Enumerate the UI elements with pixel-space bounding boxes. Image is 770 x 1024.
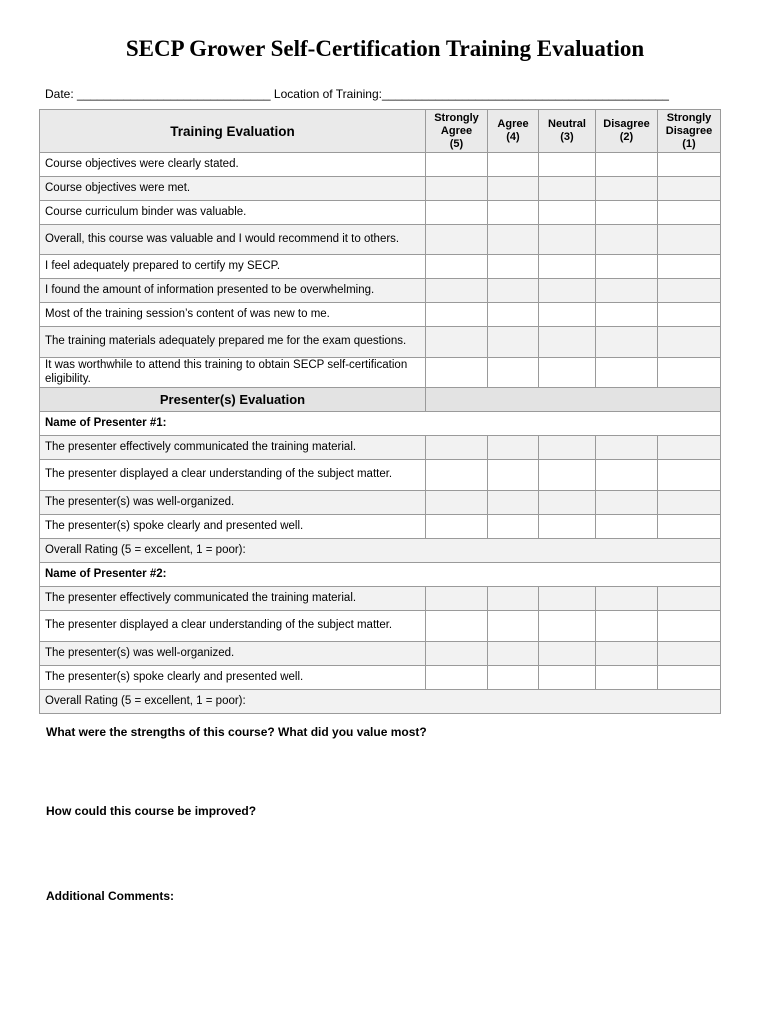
presenter1-item-3-neutral-cell[interactable]: [539, 491, 596, 515]
training-item-1-strongly-disagree-cell[interactable]: [658, 153, 721, 177]
training-item-5-disagree-cell[interactable]: [596, 255, 658, 279]
location-label: Location of Training:: [273, 87, 382, 101]
disagree-value: (2): [619, 131, 634, 143]
presenter2-item-4: [40, 666, 721, 690]
training-item-6-strongly-agree-cell[interactable]: [426, 279, 488, 303]
presenter2-item-4-agree-cell[interactable]: [488, 666, 539, 690]
disagree-label: Disagree: [603, 118, 650, 130]
presenter2-item-3-text: The presenter(s) was well-organized.: [40, 642, 426, 666]
presenter2-item-4-neutral-cell[interactable]: [539, 666, 596, 690]
presenter2-item-1-text: The presenter effectively communicated the training material.: [40, 587, 426, 611]
training-item-5: [40, 255, 721, 279]
training-item-2-strongly-agree-cell[interactable]: [426, 177, 488, 201]
table-header-row: [40, 110, 721, 153]
training-item-5-strongly-disagree-cell[interactable]: [658, 255, 721, 279]
presenter1-item-3-disagree-cell[interactable]: [596, 491, 658, 515]
presenter-section-title: Presenter(s) Evaluation: [40, 388, 426, 412]
presenter-section-header: [40, 388, 721, 412]
training-item-8-neutral-cell[interactable]: [539, 327, 596, 358]
neutral-label: Neutral: [548, 118, 586, 130]
presenter1-item-3-strongly-disagree-cell[interactable]: [658, 491, 721, 515]
strongly-agree-header: [426, 110, 488, 153]
training-item-7-neutral-cell[interactable]: [539, 303, 596, 327]
presenter2-item-1-disagree-cell[interactable]: [596, 587, 658, 611]
presenter1-name-row: [40, 412, 721, 436]
presenter1-item-2-disagree-cell[interactable]: [596, 460, 658, 491]
presenter2-item-2-strongly-agree-cell[interactable]: [426, 611, 488, 642]
presenter1-item-3-agree-cell[interactable]: [488, 491, 539, 515]
training-item-9: [40, 358, 721, 388]
presenter1-item-1-strongly-disagree-cell[interactable]: [658, 436, 721, 460]
presenter2-item-3-neutral-cell[interactable]: [539, 642, 596, 666]
neutral-header: [539, 110, 596, 153]
presenter2-overall-rating-row-text[interactable]: Overall Rating (5 = excellent, 1 = poor):: [40, 690, 721, 714]
training-item-9-text: It was worthwhile to attend this training to obtain SECP self-certification eligibility.: [40, 358, 426, 388]
presenter1-item-2-text: The presenter displayed a clear understanding of the subject matter.: [40, 460, 426, 491]
presenter-section-fill: [426, 388, 721, 412]
agree-header: [488, 110, 539, 153]
training-item-1-agree-cell[interactable]: [488, 153, 539, 177]
training-item-1-text: Course objectives were clearly stated.: [40, 153, 426, 177]
presenter1-item-2-agree-cell[interactable]: [488, 460, 539, 491]
presenter1-item-1-agree-cell[interactable]: [488, 436, 539, 460]
presenter1-item-4: [40, 515, 721, 539]
training-item-6-strongly-disagree-cell[interactable]: [658, 279, 721, 303]
training-item-4-agree-cell[interactable]: [488, 225, 539, 255]
presenter1-name-row-text[interactable]: Name of Presenter #1:: [40, 412, 721, 436]
training-item-2-agree-cell[interactable]: [488, 177, 539, 201]
training-item-7-agree-cell[interactable]: [488, 303, 539, 327]
training-item-9-agree-cell[interactable]: [488, 358, 539, 388]
training-item-6-neutral-cell[interactable]: [539, 279, 596, 303]
training-item-2-disagree-cell[interactable]: [596, 177, 658, 201]
presenter1-item-2: [40, 460, 721, 491]
training-item-6-disagree-cell[interactable]: [596, 279, 658, 303]
presenter2-item-4-strongly-disagree-cell[interactable]: [658, 666, 721, 690]
presenter2-item-4-text: The presenter(s) spoke clearly and presented well.: [40, 666, 426, 690]
presenter2-item-3: [40, 642, 721, 666]
training-item-8-agree-cell[interactable]: [488, 327, 539, 358]
presenter2-item-1-strongly-disagree-cell[interactable]: [658, 587, 721, 611]
training-item-2-neutral-cell[interactable]: [539, 177, 596, 201]
presenter2-item-2-text: The presenter displayed a clear understanding of the subject matter.: [40, 611, 426, 642]
presenter2-item-2-disagree-cell[interactable]: [596, 611, 658, 642]
training-item-3-text: Course curriculum binder was valuable.: [40, 201, 426, 225]
training-item-3-neutral-cell[interactable]: [539, 201, 596, 225]
presenter2-item-2-agree-cell[interactable]: [488, 611, 539, 642]
disagree-header: [596, 110, 658, 153]
training-item-5-strongly-agree-cell[interactable]: [426, 255, 488, 279]
form-title: SECP Grower Self-Certification Training Evaluation: [125, 36, 645, 61]
training-item-7: [40, 303, 721, 327]
presenter2-item-4-disagree-cell[interactable]: [596, 666, 658, 690]
presenter2-item-3-strongly-disagree-cell[interactable]: [658, 642, 721, 666]
date-label: Date:: [45, 87, 74, 101]
strongly-agree-label: Strongly Agree: [434, 111, 479, 137]
presenter1-item-4-strongly-agree-cell[interactable]: [426, 515, 488, 539]
presenter1-item-1-disagree-cell[interactable]: [596, 436, 658, 460]
agree-value: (4): [506, 131, 520, 143]
presenter2-item-2-strongly-disagree-cell[interactable]: [658, 611, 721, 642]
training-item-5-neutral-cell[interactable]: [539, 255, 596, 279]
training-item-8-text: The training materials adequately prepared me for the exam questions.: [40, 327, 426, 358]
training-item-1-disagree-cell[interactable]: [596, 153, 658, 177]
training-item-3-agree-cell[interactable]: [488, 201, 539, 225]
training-item-9-strongly-agree-cell[interactable]: [426, 358, 488, 388]
training-item-7-strongly-agree-cell[interactable]: [426, 303, 488, 327]
additional-comments-label: Additional Comments:: [46, 889, 174, 903]
presenter1-item-1-strongly-agree-cell[interactable]: [426, 436, 488, 460]
presenter2-item-1-strongly-agree-cell[interactable]: [426, 587, 488, 611]
presenter1-item-2-strongly-agree-cell[interactable]: [426, 460, 488, 491]
presenter1-overall-rating-row-text[interactable]: Overall Rating (5 = excellent, 1 = poor):: [40, 539, 721, 563]
presenter1-item-1-text: The presenter effectively communicated the training material.: [40, 436, 426, 460]
presenter2-item-1-agree-cell[interactable]: [488, 587, 539, 611]
presenter1-item-1-neutral-cell[interactable]: [539, 436, 596, 460]
presenter1-item-4-text: The presenter(s) spoke clearly and presented well.: [40, 515, 426, 539]
training-item-4-text: Overall, this course was valuable and I would recommend it to others.: [40, 225, 426, 255]
training-item-4-strongly-agree-cell[interactable]: [426, 225, 488, 255]
training-item-3-strongly-disagree-cell[interactable]: [658, 201, 721, 225]
presenter1-item-3-text: The presenter(s) was well-organized.: [40, 491, 426, 515]
presenter1-overall-rating-row: [40, 539, 721, 563]
training-item-5-text: I feel adequately prepared to certify my SECP.: [40, 255, 426, 279]
location-field[interactable]: ___________________________________________: [382, 87, 669, 101]
training-item-7-strongly-disagree-cell[interactable]: [658, 303, 721, 327]
presenter1-item-2-strongly-disagree-cell[interactable]: [658, 460, 721, 491]
presenter1-item-2-neutral-cell[interactable]: [539, 460, 596, 491]
training-item-7-disagree-cell[interactable]: [596, 303, 658, 327]
evaluation-table: [39, 109, 721, 714]
training-item-2: [40, 177, 721, 201]
presenter2-item-2: [40, 611, 721, 642]
training-item-3: [40, 201, 721, 225]
training-item-2-strongly-disagree-cell[interactable]: [658, 177, 721, 201]
training-item-8-strongly-disagree-cell[interactable]: [658, 327, 721, 358]
strongly-agree-value: (5): [449, 137, 464, 150]
presenter2-name-row-text[interactable]: Name of Presenter #2:: [40, 563, 721, 587]
neutral-value: (3): [560, 131, 574, 143]
presenter1-item-4-neutral-cell[interactable]: [539, 515, 596, 539]
training-item-6: [40, 279, 721, 303]
presenter2-overall-rating-row: [40, 690, 721, 714]
presenter2-name-row: [40, 563, 721, 587]
presenter2-item-3-disagree-cell[interactable]: [596, 642, 658, 666]
training-item-1-neutral-cell[interactable]: [539, 153, 596, 177]
training-item-1: [40, 153, 721, 177]
training-item-8: [40, 327, 721, 358]
training-item-4: [40, 225, 721, 255]
training-item-6-agree-cell[interactable]: [488, 279, 539, 303]
training-item-9-strongly-disagree-cell[interactable]: [658, 358, 721, 388]
training-item-3-disagree-cell[interactable]: [596, 201, 658, 225]
strengths-question: What were the strengths of this course? What did you value most?: [46, 725, 427, 739]
presenter2-item-2-neutral-cell[interactable]: [539, 611, 596, 642]
training-item-4-strongly-disagree-cell[interactable]: [658, 225, 721, 255]
training-item-6-text: I found the amount of information presented to be overwhelming.: [40, 279, 426, 303]
strongly-disagree-value: (1): [682, 137, 696, 150]
presenter2-item-4-strongly-agree-cell[interactable]: [426, 666, 488, 690]
presenter2-item-3-strongly-agree-cell[interactable]: [426, 642, 488, 666]
training-item-4-disagree-cell[interactable]: [596, 225, 658, 255]
training-item-9-disagree-cell[interactable]: [596, 358, 658, 388]
improvement-question: How could this course be improved?: [46, 804, 257, 818]
training-item-3-strongly-agree-cell[interactable]: [426, 201, 488, 225]
training-item-7-text: Most of the training session’s content of was new to me.: [40, 303, 426, 327]
presenter2-item-1-neutral-cell[interactable]: [539, 587, 596, 611]
training-item-9-neutral-cell[interactable]: [539, 358, 596, 388]
training-item-5-agree-cell[interactable]: [488, 255, 539, 279]
strongly-disagree-header: [658, 110, 721, 153]
presenter2-item-1: [40, 587, 721, 611]
presenter1-item-4-strongly-disagree-cell[interactable]: [658, 515, 721, 539]
training-item-8-disagree-cell[interactable]: [596, 327, 658, 358]
date-field[interactable]: _____________________________: [77, 87, 271, 101]
presenter1-item-3-strongly-agree-cell[interactable]: [426, 491, 488, 515]
agree-label: Agree: [497, 118, 529, 130]
training-evaluation-header: Training Evaluation: [40, 110, 426, 153]
presenter1-item-4-agree-cell[interactable]: [488, 515, 539, 539]
date-location-line: [45, 87, 669, 101]
presenter1-item-4-disagree-cell[interactable]: [596, 515, 658, 539]
training-item-2-text: Course objectives were met.: [40, 177, 426, 201]
presenter1-item-3: [40, 491, 721, 515]
training-item-1-strongly-agree-cell[interactable]: [426, 153, 488, 177]
presenter1-item-1: [40, 436, 721, 460]
training-item-8-strongly-agree-cell[interactable]: [426, 327, 488, 358]
strongly-disagree-label: Strongly Disagree: [665, 111, 713, 137]
presenter2-item-3-agree-cell[interactable]: [488, 642, 539, 666]
training-item-4-neutral-cell[interactable]: [539, 225, 596, 255]
